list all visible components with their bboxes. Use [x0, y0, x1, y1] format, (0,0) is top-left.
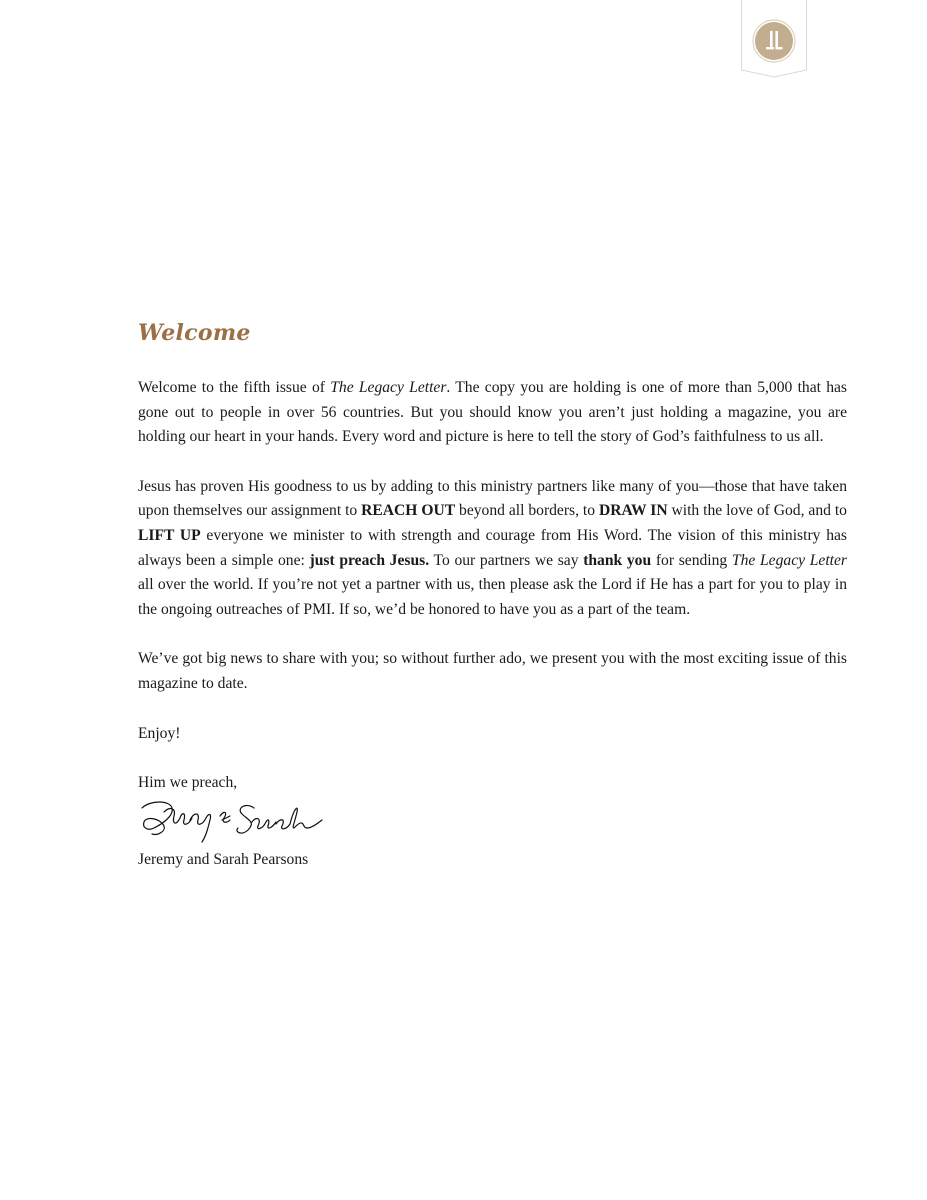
signature-block: [138, 771, 847, 872]
enjoy-line: Enjoy!: [138, 724, 181, 742]
signoff-line: Him we preach,: [138, 774, 238, 792]
welcome-letter: [138, 320, 847, 872]
svg-text:LL: LL: [774, 43, 776, 44]
handwritten-signature: [136, 798, 326, 848]
page-title: Welcome: [138, 320, 251, 346]
legacy-monogram-icon: [741, 0, 807, 78]
bookmark-ribbon: [741, 0, 807, 78]
intro-paragraph: Welcome to the fifth issue of The Legacy Letter. The copy you are holding is one of more than 5,000 that has gone out to people in over 56 countries. But you should know you aren’t just holding a magazine, you are holding our heart in your hands. Every word and picture is here to tell the story of God’s faithfulness to us all.: [138, 379, 847, 446]
signers-name: Jeremy and Sarah Pearsons: [138, 850, 309, 868]
magazine-title: The Legacy Letter: [731, 551, 847, 569]
magazine-title: The Legacy Letter: [330, 379, 447, 396]
partners-paragraph: Jesus has proven His goodness to us by adding to this ministry partners like many of you—those that have taken upon themselves our assignment to REACH OUT beyond all borders, to DRAW IN with the love of God, and to LIFT UP everyone we minister to with strength and courage from His Word. The vision of this ministry has always been a simple one: just preach Jesus. To our partners we say thank you for sending The Legacy Letter all over the world. If you’re not yet a partner with us, then please ask the Lord if He has a part for you to play in the ongoing outreaches of PMI. If so, we’d be honored to have you as a part of the team.: [138, 477, 847, 618]
news-paragraph: We’ve got big news to share with you; so without further ado, we present you with the most exciting issue of this magazine to date.: [138, 650, 847, 692]
